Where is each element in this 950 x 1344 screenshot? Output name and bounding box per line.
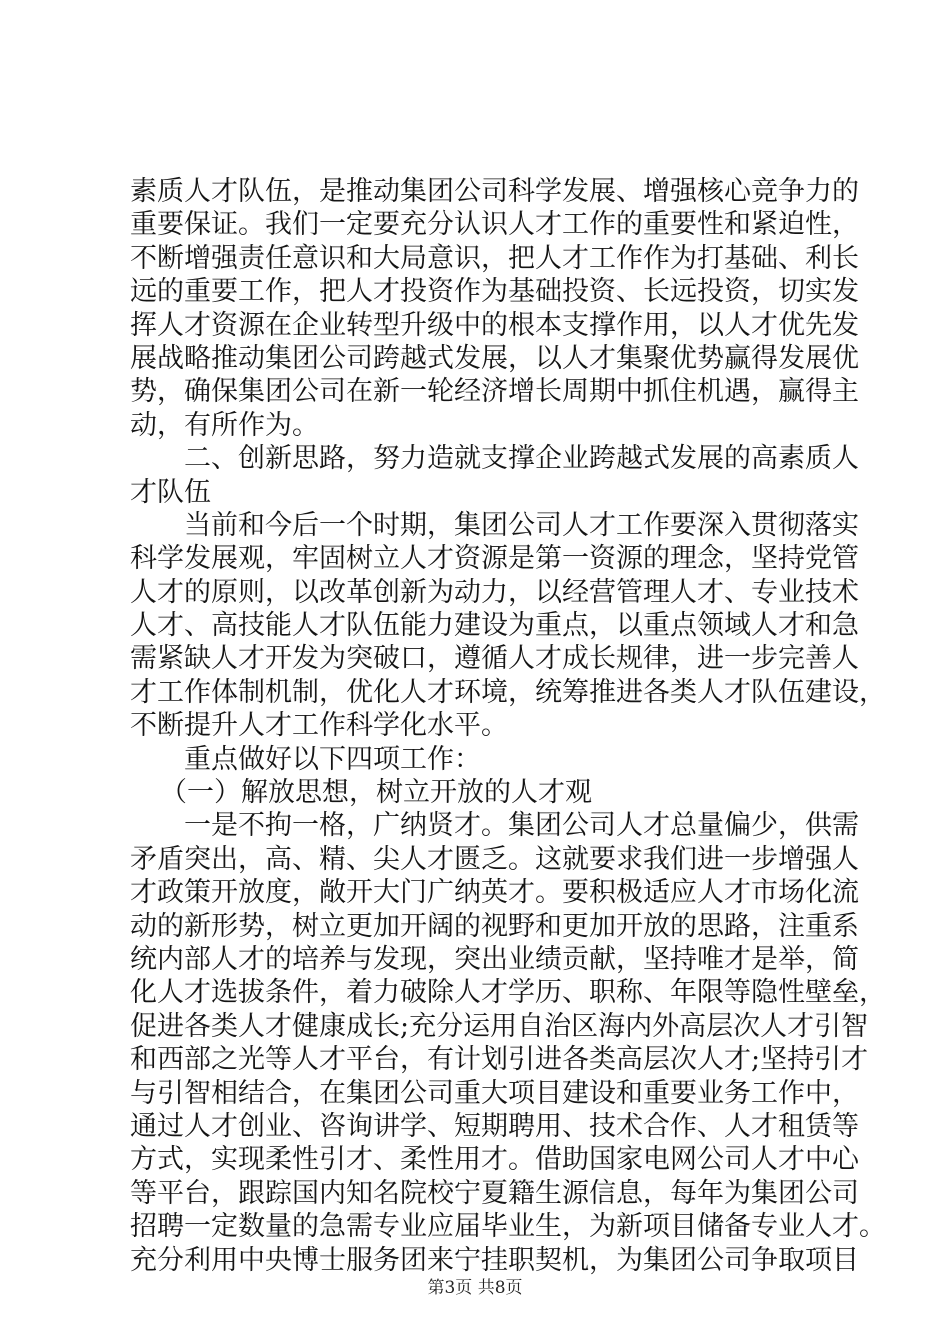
text-line: 远的重要工作，把人才投资作为基础投资、长远投资，切实发 — [130, 276, 859, 308]
text-line: 不断增强责任意识和大局意识，把人才工作作为打基础、利长 — [130, 242, 859, 274]
text-line: 动的新形势，树立更加开阔的视野和更加开放的思路，注重系 — [130, 910, 859, 942]
text-line: 招聘一定数量的急需专业应届毕业生，为新项目储备专业人才。 — [130, 1211, 886, 1243]
text-line: 展战略推动集团公司跨越式发展，以人才集聚优势赢得发展优 — [130, 342, 859, 374]
subsection-heading-1: （一）解放思想，树立开放的人才观 — [160, 777, 592, 809]
text-line: 重要保证。我们一定要充分认识人才工作的重要性和紧迫性， — [130, 209, 859, 241]
text-line: 方式，实现柔性引才、柔性用才。借助国家电网公司人才中心 — [130, 1144, 859, 1176]
text-line: 素质人才队伍，是推动集团公司科学发展、增强核心竞争力的 — [130, 176, 859, 207]
section-heading-2: 二、创新思路，努力造就支撑企业跨越式发展的高素质人 — [184, 443, 859, 475]
text-line: 科学发展观，牢固树立人才资源是第一资源的理念，坚持党管 — [130, 543, 859, 575]
text-line: 人才、高技能人才队伍能力建设为重点，以重点领域人才和急 — [130, 610, 859, 642]
page-number-footer: 第3页 共8页 — [427, 1278, 523, 1298]
text-line: 矛盾突出，高、精、尖人才匮乏。这就要求我们进一步增强人 — [130, 843, 859, 875]
text-line: 促进各类人才健康成长;充分运用自治区海内外高层次人才引智 — [130, 1010, 869, 1042]
text-line: 势，确保集团公司在新一轮经济增长周期中抓住机遇，赢得主 — [130, 376, 859, 408]
text-line: 需紧缺人才开发为突破口，遵循人才成长规律，进一步完善人 — [130, 643, 859, 675]
text-line: 挥人才资源在企业转型升级中的根本支撑作用，以人才优先发 — [130, 309, 859, 341]
text-line: 等平台，跟踪国内知名院校宁夏籍生源信息，每年为集团公司 — [130, 1177, 859, 1209]
text-line: 动，有所作为。 — [130, 409, 319, 441]
text-line: 人才的原则，以改革创新为动力，以经营管理人才、专业技术 — [130, 576, 859, 608]
text-line: 一是不拘一格，广纳贤才。集团公司人才总量偏少，供需 — [184, 810, 859, 842]
document-body — [130, 175, 886, 1277]
text-line: 当前和今后一个时期，集团公司人才工作要深入贯彻落实 — [184, 509, 859, 541]
text-line: 和西部之光等人才平台，有计划引进各类高层次人才;坚持引才 — [130, 1044, 869, 1076]
text-line: 化人才选拔条件，着力破除人才学历、职称、年限等隐性壁垒， — [130, 977, 886, 1009]
text-line: 充分利用中央博士服务团来宁挂职契机，为集团公司争取项目 — [130, 1244, 859, 1276]
text-line: 重点做好以下四项工作： — [184, 743, 481, 775]
text-line: 通过人才创业、咨询讲学、短期聘用、技术合作、人才租赁等 — [130, 1110, 859, 1142]
section-heading-2-cont: 才队伍 — [130, 476, 211, 508]
text-line: 才工作体制机制，优化人才环境，统筹推进各类人才队伍建设， — [130, 676, 886, 708]
text-line: 才政策开放度，敞开大门广纳英才。要积极适应人才市场化流 — [130, 877, 859, 909]
text-line: 统内部人才的培养与发现，突出业绩贡献，坚持唯才是举，简 — [130, 943, 859, 975]
text-line: 不断提升人才工作科学化水平。 — [130, 710, 508, 742]
text-line: 与引智相结合，在集团公司重大项目建设和重要业务工作中， — [130, 1077, 859, 1109]
